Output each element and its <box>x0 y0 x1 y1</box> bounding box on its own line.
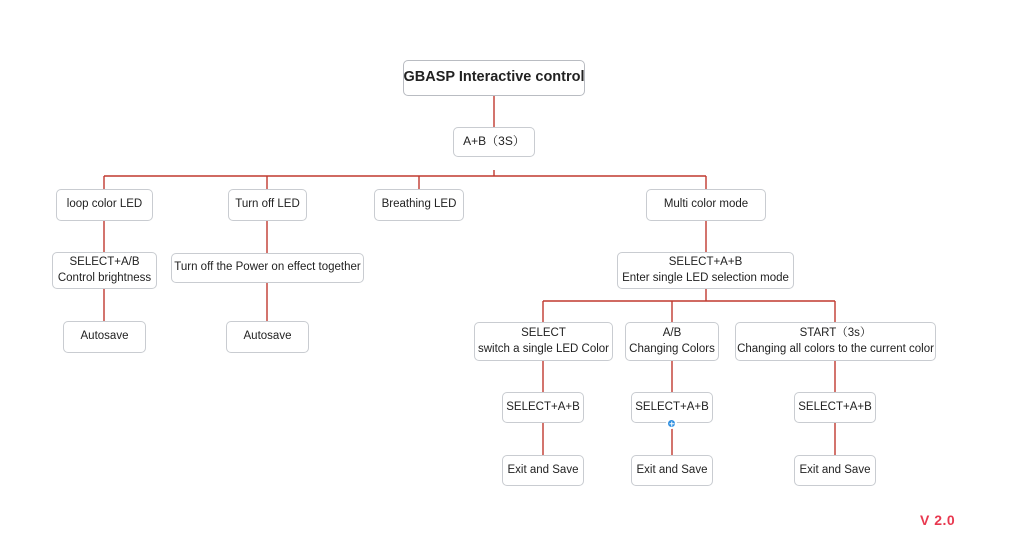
node-exit-and-save-2[interactable] <box>631 455 713 486</box>
node-exit-and-save-3[interactable] <box>794 455 876 486</box>
node-change-all-colors[interactable] <box>735 322 936 361</box>
node-switch-single-led-color-line1: SELECT <box>521 327 566 340</box>
node-changing-colors[interactable] <box>625 322 719 361</box>
node-turn-off-led[interactable] <box>228 189 307 221</box>
node-exit-and-save-3-line: Exit and Save <box>799 463 871 476</box>
node-select-ab-2-line: SELECT+A+B <box>635 400 709 413</box>
node-enter-single-led-mode[interactable] <box>617 252 794 289</box>
node-autosave-middle[interactable] <box>226 321 309 353</box>
node-change-all-colors-line1: START（3s） <box>799 327 872 340</box>
node-control-brightness-line2: Control brightness <box>57 271 152 284</box>
node-switch-single-led-color[interactable] <box>474 322 613 361</box>
node-select-ab-3-line: SELECT+A+B <box>798 400 872 413</box>
node-select-ab-1-line: SELECT+A+B <box>506 400 580 413</box>
node-multi-color-mode[interactable] <box>646 189 766 221</box>
node-change-all-colors-line2: Changing all colors to the current color <box>737 342 934 355</box>
node-select-ab-3[interactable] <box>794 392 876 423</box>
node-enter-single-led-mode-line2: Enter single LED selection mode <box>622 271 789 284</box>
node-exit-and-save-1[interactable] <box>502 455 584 486</box>
node-select-ab-1[interactable] <box>502 392 584 423</box>
node-exit-and-save-1-line: Exit and Save <box>507 463 579 476</box>
node-autosave-left[interactable] <box>63 321 146 353</box>
node-changing-colors-line2: Changing Colors <box>629 342 715 355</box>
node-loop-color-led-line: loop color LED <box>66 198 143 211</box>
node-multi-color-mode-line: Multi color mode <box>663 198 749 211</box>
node-ab-3s-line: A+B（3S） <box>463 134 525 149</box>
node-enter-single-led-mode-line1: SELECT+A+B <box>668 256 743 269</box>
node-power-on-effect-line: Turn off the Power on effect together <box>174 261 361 274</box>
node-control-brightness[interactable] <box>52 252 157 289</box>
node-breathing-led-line: Breathing LED <box>381 198 457 211</box>
add-node-icon[interactable] <box>666 418 677 429</box>
node-autosave-middle-line: Autosave <box>243 330 292 343</box>
node-ab-3s[interactable] <box>453 127 535 157</box>
node-turn-off-led-line: Turn off LED <box>235 198 300 211</box>
node-power-on-effect[interactable] <box>171 253 364 283</box>
node-changing-colors-line1: A/B <box>662 327 682 340</box>
node-root-line: GBASP Interactive control <box>403 69 585 86</box>
node-root[interactable] <box>403 60 585 96</box>
version-label: V 2.0 <box>920 512 956 528</box>
node-breathing-led[interactable] <box>374 189 464 221</box>
node-exit-and-save-2-line: Exit and Save <box>636 463 708 476</box>
node-loop-color-led[interactable] <box>56 189 153 221</box>
node-control-brightness-line1: SELECT+A/B <box>69 256 140 269</box>
node-autosave-left-line: Autosave <box>80 330 129 343</box>
node-switch-single-led-color-line2: switch a single LED Color <box>477 342 610 355</box>
